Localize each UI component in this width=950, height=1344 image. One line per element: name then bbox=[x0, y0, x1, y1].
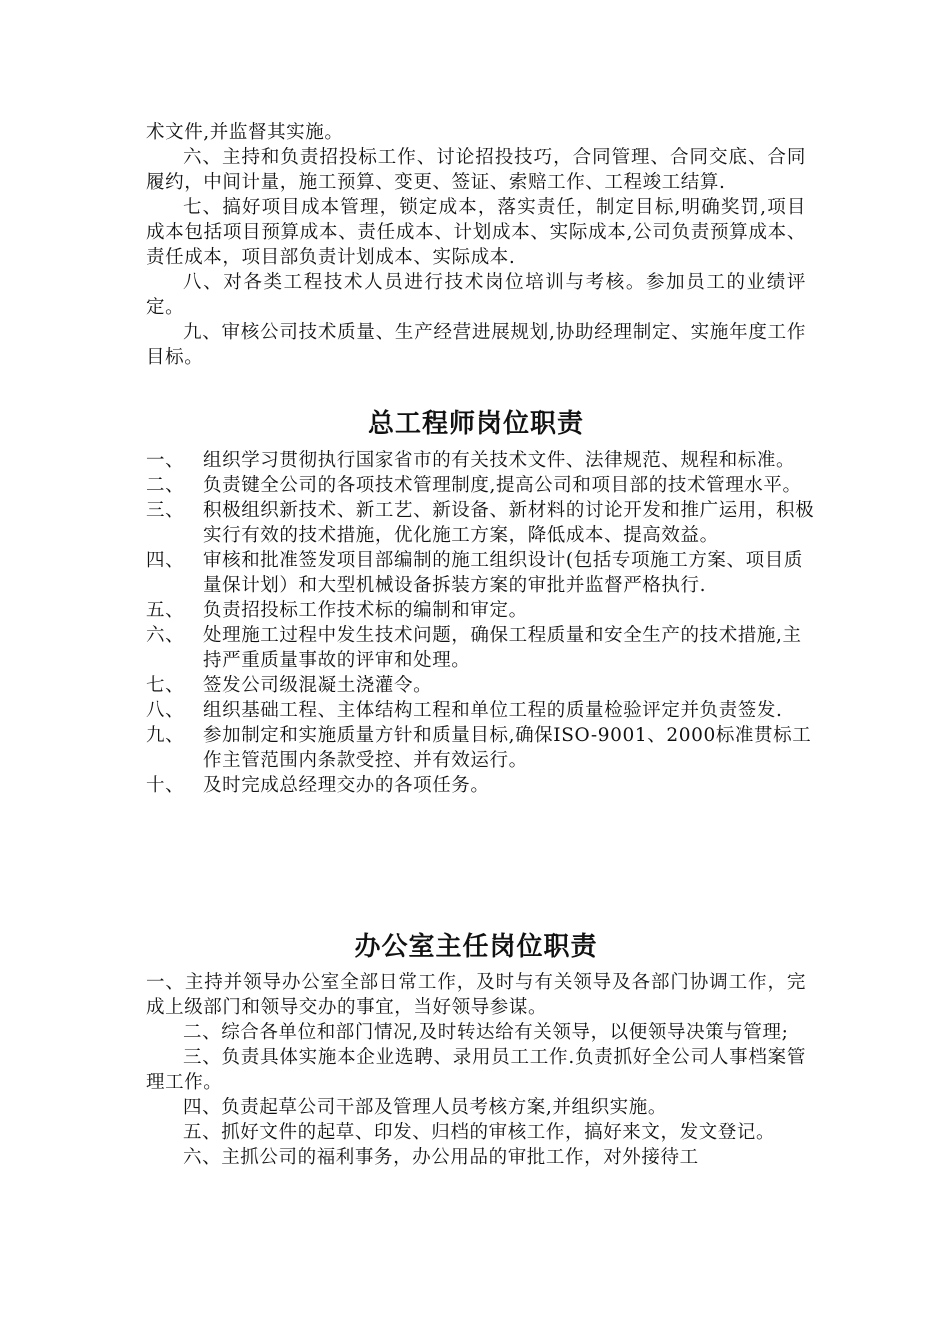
item-number: 七、 bbox=[146, 675, 185, 696]
paragraph: 六、主抓公司的福利事务，办公用品的审批工作，对外接待工 bbox=[183, 1147, 699, 1168]
section1-body bbox=[146, 120, 806, 370]
paragraph: 一、主持并领导办公室全部日常工作，及时与有关领导及各部门协调工作，完成上级部门和领导交办的事宜，当好领导参谋。 bbox=[146, 972, 806, 1018]
item-text: 组织学习贯彻执行国家省市的有关技术文件、法律规范、规程和标准。 bbox=[203, 450, 796, 471]
paragraph: 七、搞好项目成本管理，锁定成本，落实责任，制定目标,明确奖罚,项目成本包括项目预算成本、责任成本、计划成本、实际成本,公司负责预算成本、责任成本，项目部负责计划成本、实际成本. bbox=[146, 197, 806, 268]
list-item bbox=[146, 598, 816, 623]
item-text: 负责键全公司的各项技术管理制度,提高公司和项目部的技术管理水平。 bbox=[203, 475, 802, 496]
list-item bbox=[146, 698, 816, 723]
list-item bbox=[146, 448, 816, 473]
paragraph: 八、对各类工程技术人员进行技术岗位培训与考核。参加员工的业绩评定。 bbox=[146, 272, 806, 318]
list-item bbox=[146, 623, 816, 673]
item-number: 五、 bbox=[146, 600, 185, 621]
item-number: 四、 bbox=[146, 550, 185, 571]
section3-title: 办公室主任岗位职责 bbox=[354, 932, 598, 962]
item-number: 一、 bbox=[146, 450, 185, 471]
list-item bbox=[146, 473, 816, 498]
item-text: 负责招投标工作技术标的编制和审定。 bbox=[203, 600, 528, 621]
section3-body bbox=[146, 970, 806, 1170]
item-text: 处理施工过程中发生技术问题，确保工程质量和安全生产的技术措施,主持严重质量事故的评审和处理。 bbox=[203, 625, 802, 671]
item-text: 及时完成总经理交办的各项任务。 bbox=[203, 775, 490, 796]
item-number: 八、 bbox=[146, 700, 185, 721]
list-item bbox=[146, 548, 816, 598]
section2-list bbox=[146, 448, 816, 798]
item-text: 审核和批准签发项目部编制的施工组织设计(包括专项施工方案、项目质量保计划）和大型机械设备拆装方案的审批并监督严格执行. bbox=[203, 550, 803, 596]
section2-title: 总工程师岗位职责 bbox=[367, 409, 584, 439]
list-item bbox=[146, 773, 816, 798]
item-text: 积极组织新技术、新工艺、新设备、新材料的讨论开发和推广运用，积极实行有效的技术措施，优化施工方案，降低成本、提高效益。 bbox=[203, 500, 815, 546]
item-number: 十、 bbox=[146, 775, 185, 796]
list-item bbox=[146, 673, 816, 698]
paragraph: 五、抓好文件的起草、印发、归档的审核工作，搞好来文，发文登记。 bbox=[183, 1122, 776, 1143]
paragraph: 九、审核公司技术质量、生产经营进展规划,协助经理制定、实施年度工作目标。 bbox=[146, 322, 806, 368]
item-number: 三、 bbox=[146, 500, 185, 521]
item-number: 二、 bbox=[146, 475, 185, 496]
item-number: 六、 bbox=[146, 625, 185, 646]
list-item bbox=[146, 723, 816, 773]
paragraph: 二、综合各单位和部门情况,及时转达给有关领导，以便领导决策与管理; bbox=[183, 1022, 789, 1043]
paragraph: 术文件,并监督其实施。 bbox=[146, 122, 344, 143]
item-number: 九、 bbox=[146, 725, 185, 746]
item-text: 签发公司级混凝土浇灌令。 bbox=[203, 675, 433, 696]
list-item bbox=[146, 498, 816, 548]
paragraph: 三、负责具体实施本企业选聘、录用员工工作.负责抓好全公司人事档案管理工作。 bbox=[146, 1047, 806, 1093]
item-text: 组织基础工程、主体结构工程和单位工程的质量检验评定并负责签发. bbox=[203, 700, 783, 721]
paragraph: 四、负责起草公司干部及管理人员考核方案,并组织实施。 bbox=[183, 1097, 667, 1118]
paragraph: 六、主持和负责招投标工作、讨论招投技巧，合同管理、合同交底、合同履约，中间计量，施工预算、变更、签证、索赔工作、工程竣工结算. bbox=[146, 147, 806, 193]
item-text: 参加制定和实施质量方针和质量目标,确保ISO-9001、2000标准贯标工作主管范围内条款受控、并有效运行。 bbox=[203, 725, 812, 771]
